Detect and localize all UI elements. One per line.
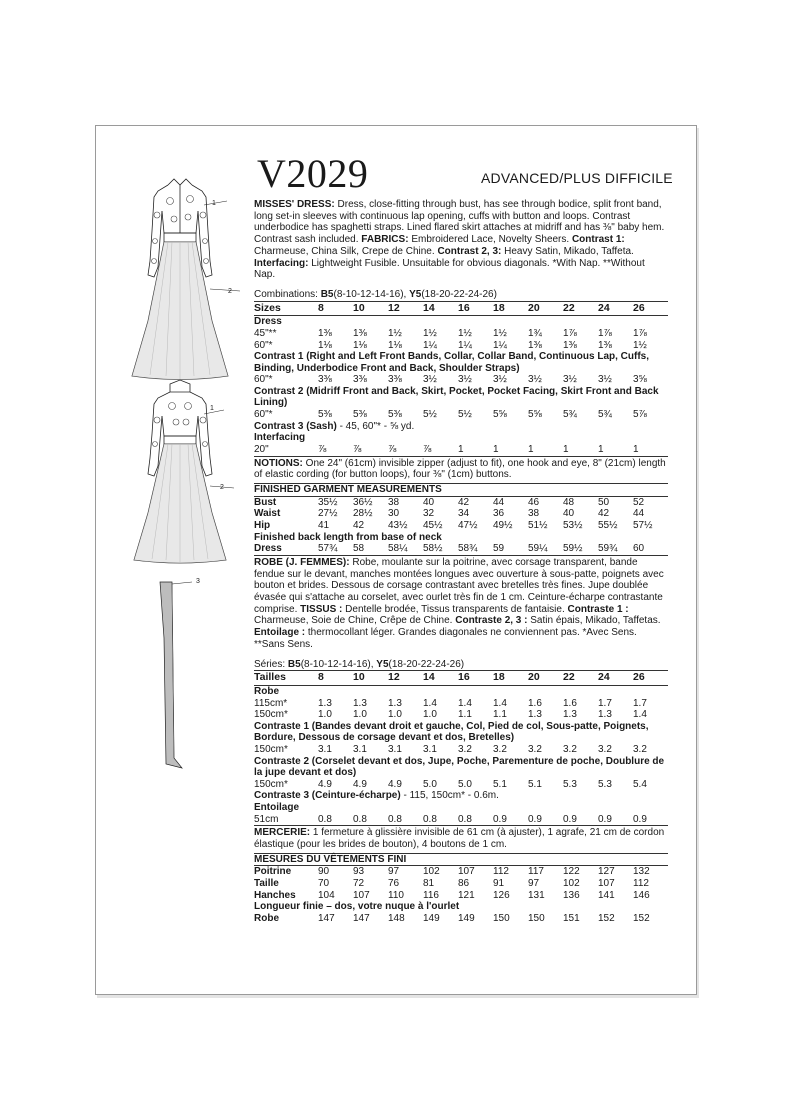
row-value: 50 (598, 496, 610, 508)
entoilage-yardage-rows (254, 814, 668, 826)
row-value: 40 (423, 496, 435, 508)
row-value: 3½ (493, 374, 507, 386)
row-value: 0.9 (633, 813, 647, 825)
row-value: 126 (493, 889, 510, 901)
row-value: 149 (458, 912, 475, 924)
row-value: 5.0 (423, 778, 437, 790)
row-value: 122 (563, 866, 580, 878)
row-label: Taille (254, 878, 279, 890)
row-value: 5¾ (598, 408, 612, 420)
row-value: 1.3 (528, 709, 542, 721)
row-value: 93 (353, 866, 365, 878)
row-value: 38 (388, 496, 400, 508)
row-value: 60 (633, 543, 645, 555)
row-value: 35½ (318, 496, 338, 508)
row-value: 1⅞ (563, 327, 577, 339)
row-value: 104 (318, 889, 335, 901)
row-value: 0.8 (318, 813, 332, 825)
row-value: 1.6 (563, 697, 577, 709)
contraste2-yardage-title: Contraste 2 (Corselet devant et dos, Jupe, Poche, Parementure de poche, Doublure de la jupe devant et dos) (254, 755, 665, 779)
row-value: 70 (318, 878, 330, 890)
row-value: 86 (458, 878, 470, 890)
row-value: 97 (388, 866, 400, 878)
contrast2-yardage-title: Contrast 2 (Midriff Front and Back, Skirt, Pocket, Pocket Facing, Skirt Front and Back Lining) (254, 385, 659, 409)
row-value: 51½ (528, 520, 548, 532)
row-value: 107 (353, 889, 370, 901)
row-value: 107 (598, 878, 615, 890)
row-value: 3.2 (493, 743, 507, 755)
combinations-line: Combinations: B5(8-10-12-14-16), Y5(18-20-22-24-26) (254, 288, 497, 300)
row-value: 1.7 (598, 697, 612, 709)
row-value: 1.1 (458, 709, 472, 721)
entoilage-yardage-title: Entoilage (254, 802, 300, 814)
row-value: 1½ (493, 327, 507, 339)
row-label: 150cm* (254, 778, 288, 790)
dress-yardage-rows (254, 328, 668, 351)
row-value: 117 (528, 866, 544, 878)
measurement-row (254, 866, 668, 878)
row-label: 115cm* (254, 697, 288, 709)
row-value: 5½ (458, 408, 472, 420)
row-value: 58¾ (458, 543, 478, 555)
row-value: 5.1 (528, 778, 542, 790)
row-value: 152 (633, 912, 650, 924)
robe-yardage-title: Robe (254, 686, 279, 697)
row-value: 3.2 (633, 743, 647, 755)
row-value: ⅞ (423, 443, 432, 455)
row-value: 58 (353, 543, 365, 555)
robe-yardage-rows (254, 698, 668, 721)
row-value: 3.2 (528, 743, 542, 755)
row-value: 1.0 (388, 709, 402, 721)
row-value: 1⅜ (598, 339, 612, 351)
row-value: 5⅞ (633, 408, 647, 420)
row-label: 20" (254, 443, 269, 455)
row-value: 1.3 (388, 697, 402, 709)
row-value: 3.1 (353, 743, 367, 755)
row-value: 152 (598, 912, 615, 924)
measurement-row (254, 779, 668, 791)
row-value: 1.4 (423, 697, 437, 709)
row-value: 5⅝ (528, 408, 542, 420)
row-value: 5⅜ (388, 408, 402, 420)
row-value: 1¾ (528, 327, 542, 339)
row-value: 1⅜ (563, 339, 577, 351)
row-value: 91 (493, 878, 505, 890)
row-value: 0.8 (423, 813, 437, 825)
row-value: 59¼ (528, 543, 548, 555)
dress-back-illustration (114, 378, 244, 568)
row-value: 1.4 (458, 697, 472, 709)
row-value: 1⅛ (318, 339, 332, 351)
row-value: 1¼ (423, 339, 437, 351)
row-value: 57½ (633, 520, 653, 532)
row-value: 1⅛ (353, 339, 367, 351)
row-value: 59¾ (598, 543, 618, 555)
row-value: 1½ (458, 327, 472, 339)
callout-2-back: 2 (220, 484, 224, 491)
row-value: 32 (423, 508, 435, 520)
callout-3-sash: 3 (196, 578, 200, 585)
row-value: 36½ (353, 496, 373, 508)
dress-front-illustration (114, 171, 244, 386)
row-value: 58¼ (388, 543, 408, 555)
row-value: 44 (633, 508, 645, 520)
row-value: 1⅜ (318, 327, 332, 339)
row-value: 3½ (528, 374, 542, 386)
measurement-row (254, 913, 668, 925)
row-value: 1.3 (353, 697, 367, 709)
contrast1-yardage-title: Contrast 1 (Right and Left Front Bands, Collar, Collar Band, Continuous Lap, Cuffs, Binding, Underbodice Front and Back, Shoulder Straps) (254, 351, 649, 374)
row-value: 1 (458, 443, 464, 455)
row-value: 112 (493, 866, 509, 878)
row-value: 42 (458, 496, 470, 508)
row-value: 1.3 (598, 709, 612, 721)
row-value: 1½ (388, 327, 402, 339)
measurement-row (254, 374, 668, 386)
row-value: 48 (563, 496, 575, 508)
back-length-title: Finished back length from base of neck (254, 531, 442, 543)
row-label: 51cm (254, 813, 279, 825)
row-value: 0.8 (353, 813, 367, 825)
row-label: Hanches (254, 889, 296, 901)
measurement-row (254, 744, 668, 756)
row-value: 1⅞ (633, 327, 647, 339)
row-value: 4.9 (353, 778, 367, 790)
sizes-header: Sizes 8 10 12 14 16 18 20 22 24 26 (254, 301, 668, 317)
row-value: 116 (423, 889, 439, 901)
back-length-rows (254, 543, 668, 555)
row-value: 59½ (563, 543, 583, 555)
series-line: Séries: B5(8-10-12-14-16), Y5(18-20-22-24-26) (254, 658, 465, 670)
row-value: 53½ (563, 520, 583, 532)
row-value: 132 (633, 866, 650, 878)
contraste2-yardage-rows (254, 779, 668, 791)
row-value: 5.3 (563, 778, 577, 790)
contrast2-yardage-rows (254, 409, 668, 421)
row-value: 5.4 (633, 778, 647, 790)
row-value: 3.1 (423, 743, 437, 755)
row-value: 3.1 (388, 743, 402, 755)
row-value: ⅞ (318, 443, 327, 455)
row-value: 1.1 (493, 709, 507, 721)
measurement-row (254, 497, 668, 509)
measurement-row (254, 698, 668, 710)
row-value: 107 (458, 866, 475, 878)
row-value: 81 (423, 878, 435, 890)
row-value: 42 (353, 520, 365, 532)
row-value: 3⅜ (388, 374, 402, 386)
row-value: 5¾ (563, 408, 577, 420)
row-value: 1 (598, 443, 604, 455)
row-value: 150 (528, 912, 545, 924)
row-value: 1¼ (458, 339, 472, 351)
row-value: 147 (353, 912, 370, 924)
row-value: 102 (563, 878, 580, 890)
row-value: 0.8 (388, 813, 402, 825)
row-value: 97 (528, 878, 540, 890)
row-value: 59 (493, 543, 505, 555)
row-value: 76 (388, 878, 400, 890)
row-value: 0.9 (493, 813, 507, 825)
english-description: MISSES' DRESS: Dress, close-fitting through bust, has see through bodice, split front band, long set-in sleeves with continuous lap opening, cuffs with button and loops. Contrast underbodice has spaghetti straps. Lined flared skirt attaches at midriff and has ⅜" baby hem. Contrast sash included. FABRICS: Embroidered Lace, Novelty Sheers. Contrast 1: Charmeuse, China Silk, Crepe de Chine. Contrast 2, 3: Heavy Satin, Mikado, Taffeta. Interfacing: Lightweight Fusible. Unsuitable for obvious diagonals. *With Nap. **Without Nap. (254, 199, 665, 281)
row-label: 60"* (254, 339, 273, 351)
row-label: Waist (254, 508, 281, 520)
contrast3-yardage: Contrast 3 (Sash) - 45, 60"* - ⅝ yd. (254, 420, 415, 432)
row-value: 0.9 (598, 813, 612, 825)
row-value: 42 (598, 508, 610, 520)
mercerie: MERCERIE: 1 fermeture à glissière invisible de 61 cm (à ajuster), 1 agrafe, 21 cm de cordon élastique (pour les brides de bouton), 4 boutons de 1 cm. (254, 825, 668, 850)
row-value: 1⅜ (528, 339, 542, 351)
row-value: 5⅝ (493, 408, 507, 420)
row-value: 3.2 (598, 743, 612, 755)
row-value: 3½ (423, 374, 437, 386)
contrast1-yardage-rows (254, 374, 668, 386)
measurement-row (254, 709, 668, 721)
row-value: 5.0 (458, 778, 472, 790)
callout-2-front: 2 (228, 288, 232, 295)
measurement-row (254, 409, 668, 421)
finished-measurements-title: FINISHED GARMENT MEASUREMENTS (254, 483, 668, 497)
row-value: 34 (458, 508, 470, 520)
row-value: 3½ (458, 374, 472, 386)
interfacing-yardage-title: Interfacing (254, 432, 306, 444)
row-value: 1.4 (633, 709, 647, 721)
row-value: 0.9 (528, 813, 542, 825)
row-value: 1½ (633, 339, 647, 351)
row-value: ⅞ (353, 443, 362, 455)
contraste1-yardage-rows (254, 744, 668, 756)
mesures-title: MESURES DU VÊTEMENTS FINI (254, 853, 668, 867)
row-label: Poitrine (254, 866, 292, 878)
interfacing-yardage-rows (254, 444, 668, 456)
row-value: 46 (528, 496, 540, 508)
row-value: 121 (458, 889, 475, 901)
row-value: 30 (388, 508, 400, 520)
row-value: 49½ (493, 520, 513, 532)
row-value: 0.9 (563, 813, 577, 825)
measurement-row (254, 340, 668, 352)
row-value: 47½ (458, 520, 478, 532)
row-value: 4.9 (388, 778, 402, 790)
row-value: 55½ (598, 520, 618, 532)
row-value: 3⅝ (633, 374, 647, 386)
pattern-content (254, 199, 668, 925)
row-value: 146 (633, 889, 650, 901)
row-value: 102 (423, 866, 440, 878)
row-value: 5.1 (493, 778, 507, 790)
row-value: 1⅛ (388, 339, 402, 351)
measurement-row (254, 328, 668, 340)
row-value: 45½ (423, 520, 443, 532)
measurement-row (254, 890, 668, 902)
row-value: 90 (318, 866, 330, 878)
row-value: 1 (563, 443, 569, 455)
row-value: 3.2 (563, 743, 577, 755)
row-value: 5½ (423, 408, 437, 420)
row-value: 1 (493, 443, 499, 455)
row-value: 110 (388, 889, 404, 901)
row-value: 44 (493, 496, 505, 508)
measurement-row (254, 814, 668, 826)
row-label: 60"* (254, 408, 273, 420)
row-label: Robe (254, 912, 279, 924)
row-value: 1⅞ (598, 327, 612, 339)
row-value: 131 (528, 889, 545, 901)
row-value: 36 (493, 508, 505, 520)
row-value: 1.4 (493, 697, 507, 709)
row-value: 41 (318, 520, 330, 532)
row-value: 3½ (598, 374, 612, 386)
row-value: 112 (633, 878, 649, 890)
row-value: 1.0 (353, 709, 367, 721)
row-value: 3⅜ (318, 374, 332, 386)
row-value: 43½ (388, 520, 408, 532)
row-value: 147 (318, 912, 335, 924)
contraste3-yardage: Contraste 3 (Ceinture-écharpe) - 115, 150cm* - 0.6m. (254, 790, 499, 802)
row-value: 72 (353, 878, 365, 890)
measurement-row (254, 444, 668, 456)
pattern-number: V2029 (257, 151, 369, 196)
row-value: 1.6 (528, 697, 542, 709)
row-value: 40 (563, 508, 575, 520)
row-label: 150cm* (254, 709, 288, 721)
row-value: 38 (528, 508, 540, 520)
callout-1-back: 1 (210, 405, 214, 412)
row-value: 5⅜ (353, 408, 367, 420)
row-value: 5.3 (598, 778, 612, 790)
measurement-row (254, 520, 668, 532)
row-value: 1 (528, 443, 534, 455)
finished-measurements-rows (254, 497, 668, 532)
row-label: 150cm* (254, 743, 288, 755)
row-label: Hip (254, 520, 271, 532)
row-value: 1⅜ (353, 327, 367, 339)
row-value: 3.1 (318, 743, 332, 755)
longueur-rows (254, 913, 668, 925)
tailles-header: Tailles 8 10 12 14 16 18 20 22 24 26 (254, 670, 668, 686)
row-value: 136 (563, 889, 580, 901)
row-value: 27½ (318, 508, 338, 520)
row-label: 60"* (254, 374, 273, 386)
sash-illustration (156, 578, 206, 773)
row-value: 0.8 (458, 813, 472, 825)
row-value: 57¾ (318, 543, 338, 555)
row-value: 5⅜ (318, 408, 332, 420)
row-value: 151 (563, 912, 580, 924)
row-value: 1.3 (318, 697, 332, 709)
contraste1-yardage-title: Contraste 1 (Bandes devant droit et gauche, Col, Pied de col, Sous-patte, Poignets, Bordure, Dessous de corsage devant et dos, Bretelles) (254, 720, 649, 744)
notions: NOTIONS: One 24" (61cm) invisible zipper (adjust to fit), one hook and eye, 8" (21cm) length of elastic cording (for button loops), four ⅜" (1cm) buttons. (254, 456, 668, 481)
pattern-envelope-back (95, 125, 697, 995)
row-value: 127 (598, 866, 615, 878)
row-value: 148 (388, 912, 405, 924)
difficulty-label: ADVANCED/PLUS DIFFICILE (481, 170, 673, 186)
measurement-row (254, 543, 668, 555)
row-value: 4.9 (318, 778, 332, 790)
row-value: 149 (423, 912, 440, 924)
row-label: Dress (254, 543, 282, 555)
french-description: ROBE (J. FEMMES): Robe, moulante sur la poitrine, avec corsage transparent, bande fendue sur le devant, manches montées longues avec ouverture à sous-patte, poignets avec bouton et brides. Dessous de corsage contrastant avec bretelles très fines. Jupe doublée évasée qui s'attache au corselet, avec ourlet très fin de 1 cm. Ceinture-écharpe contrastante comprise. TISSUS : Dentelle brodée, Tissus transparents de fantaisie. Contraste 1 : Charmeuse, Soie de Chine, Crêpe de Chine. Contraste 2, 3 : Satin épais, Mikado, Taffetas. Entoilage : thermocollant léger. Grandes diagonales ne conviennent pas. *Avec Sens. **Sans Sens. (254, 555, 668, 651)
row-value: 3½ (563, 374, 577, 386)
row-value: 1¼ (493, 339, 507, 351)
row-label: Bust (254, 496, 277, 508)
row-label: 45"** (254, 327, 277, 339)
longueur-title: Longueur finie – dos, votre nuque à l'ourlet (254, 901, 460, 913)
dress-yardage-title: Dress (254, 316, 282, 328)
row-value: 3.2 (458, 743, 472, 755)
row-value: ⅞ (388, 443, 397, 455)
row-value: 1.0 (423, 709, 437, 721)
row-value: 52 (633, 496, 645, 508)
row-value: 3⅜ (353, 374, 367, 386)
row-value: 150 (493, 912, 510, 924)
mesures-rows (254, 866, 668, 901)
row-value: 1 (633, 443, 639, 455)
callout-1-front: 1 (212, 200, 216, 207)
measurement-row (254, 878, 668, 890)
measurement-row (254, 508, 668, 520)
row-value: 141 (598, 889, 615, 901)
row-value: 1.7 (633, 697, 647, 709)
row-value: 58½ (423, 543, 443, 555)
row-value: 1½ (423, 327, 437, 339)
row-value: 28½ (353, 508, 373, 520)
row-value: 1.0 (318, 709, 332, 721)
row-value: 1.3 (563, 709, 577, 721)
